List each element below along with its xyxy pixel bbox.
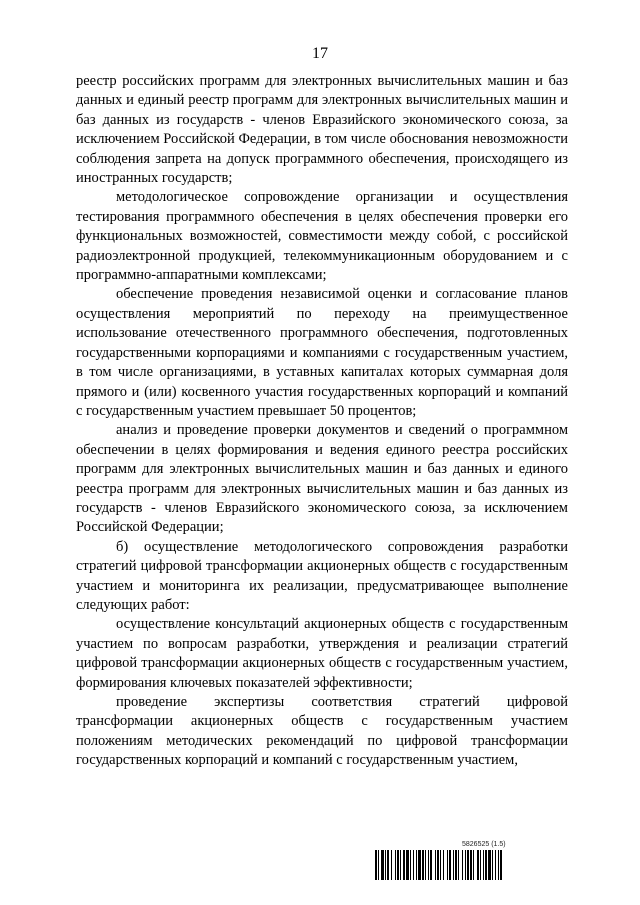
paragraph-6: осуществление консультаций акционерных обществ с государственным участием по вопросам разработки, утверждения и реализации стратегий цифровой трансформации акционерных обществ с государственным участием, формирования ключевых показателей эффективности; — [76, 616, 568, 691]
paragraph-5: б) осуществление методологического сопровождения разработки стратегий цифровой трансформации акционерных обществ с государственным участием и мониторинга их реализации, предусматривающее выполнение следующих работ: — [76, 538, 568, 613]
document-body — [76, 72, 568, 771]
barcode-icon — [375, 850, 565, 880]
paragraph-7: проведение экспертизы соответствия стратегий цифровой трансформации акционерных обществ с государственным участием положениям методических рекомендаций по цифровой трансформации государственных корпораций и компаний с государственным участием, — [76, 694, 568, 769]
paragraph-4: анализ и проведение проверки документов и сведений о программном обеспечении в целях формирования и ведения единого реестра российских программ для электронных вычислительных машин и баз данных и единого реестра программ для электронных вычислительных машин и баз данных из государств - членов Евразийского экономического союза, за исключением Российской Федерации; — [76, 422, 568, 536]
paragraph-3: обеспечение проведения независимой оценки и согласование планов осуществления мероприятий по переходу на преимущественное использование отечественного программного обеспечения, подготовленных государственными корпорациями и компаниями с государственным участием, в том числе организациями, в уставных капиталах которых суммарная доля прямого и (или) косвенного участия государственных корпораций и компаний с государственным участием превышает 50 процентов; — [76, 286, 568, 419]
paragraph-2: методологическое сопровождение организации и осуществления тестирования программного обеспечения в целях обеспечения проверки его функциональных возможностей, совместимости между собой, с российской радиоэлектронной продукцией, телекоммуникационным оборудованием и с программно-аппаратными комплексами; — [76, 189, 568, 284]
page-number: 17 — [312, 45, 328, 62]
document-code: 5826525 (1.5) — [462, 841, 506, 848]
paragraph-1: реестр российских программ для электронных вычислительных машин и баз данных и единый реестр программ для электронных вычислительных машин и баз данных из государств - членов Евразийского экономического союза, за исключением Российской Федерации, в том числе обоснования невозможности соблюдения запрета на допуск программного обеспечения, происходящего из иностранных государств; — [76, 73, 568, 187]
